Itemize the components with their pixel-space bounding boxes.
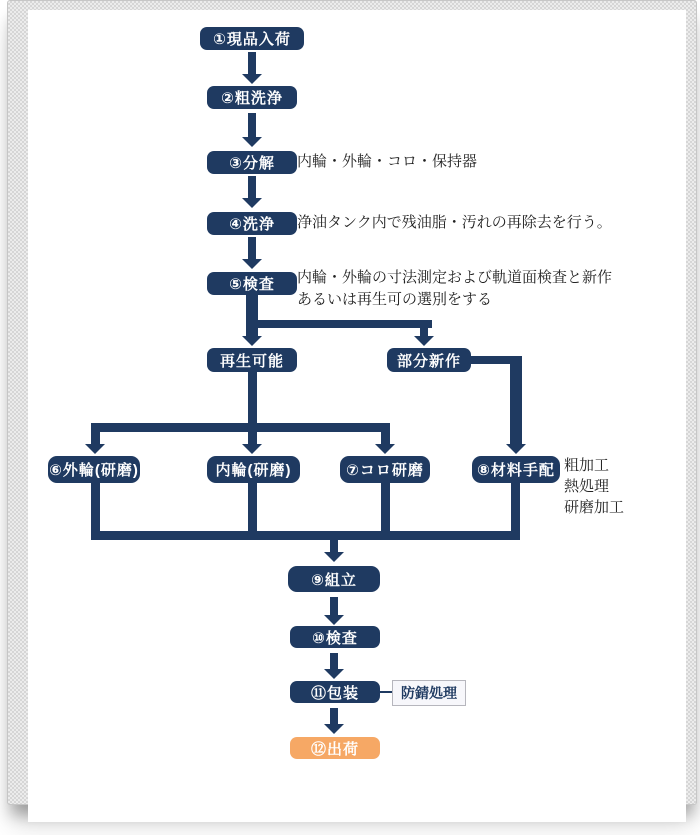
node-step6-outer-ring-grind: ⑥外輪(研磨) — [48, 456, 140, 483]
node-inner-ring-grind: 内輪(研磨) — [207, 456, 300, 483]
node-step10-inspection: ⑩検査 — [290, 626, 380, 648]
branch-horizontal-bar — [246, 320, 432, 328]
arrow-to-regenerable-head — [242, 336, 262, 346]
arrow-step4-step5-stem — [248, 237, 256, 261]
node-step3-disassembly: ③分解 — [207, 151, 297, 174]
arrow-step10-step11-head — [324, 669, 344, 679]
branch-main-stem — [246, 295, 258, 336]
node-step2-rough-wash: ②粗洗浄 — [207, 86, 297, 109]
arrow-step11-step12-head — [324, 724, 344, 734]
merge-innerring-stem — [248, 483, 257, 531]
arrow-step9-step10-head — [324, 615, 344, 625]
drop-innerring-stem — [248, 432, 257, 444]
regenerable-feeder-stem — [248, 372, 257, 423]
merge-step6-stem — [91, 483, 100, 531]
arrow-step3-step4-head — [242, 198, 262, 208]
drop-step8-head — [506, 444, 526, 454]
drop-step6-stem — [91, 432, 100, 444]
drop-step7-stem — [381, 432, 390, 444]
arrow-to-step9-stem — [330, 540, 338, 552]
note-rust-prevention: 防錆処理 — [392, 680, 466, 706]
arrow-step2-step3-stem — [248, 113, 256, 139]
annotation-step5-line2: あるいは再生可の選別をする — [297, 291, 493, 308]
merge-step7-stem — [381, 483, 390, 531]
node-step12-shipment: ⑫出荷 — [290, 737, 380, 759]
annotation-step3: 内輪・外輪・コロ・保持器 — [297, 153, 478, 170]
annotation-step8-line3: 研磨加工 — [564, 499, 625, 516]
arrow-step2-step3-head — [242, 137, 262, 147]
drop-step7-head — [375, 444, 395, 454]
arrow-step1-step2-head — [242, 74, 262, 84]
annotation-step8-line2: 熱処理 — [564, 478, 610, 495]
annotation-step8 — [564, 455, 624, 518]
merge-bar — [91, 531, 520, 540]
arrow-step9-step10-stem — [330, 597, 338, 617]
arrow-to-step9-head — [324, 552, 344, 562]
distribution-bar — [91, 423, 390, 432]
node-branch-regenerable: 再生可能 — [207, 348, 297, 372]
drop-step6-head — [85, 444, 105, 454]
arrow-step3-step4-stem — [248, 176, 256, 200]
annotation-step4: 浄油タンク内で残油脂・汚れの再除去を行う。 — [297, 214, 612, 231]
arrow-step1-step2-stem — [248, 52, 256, 76]
note-connector-line — [380, 691, 392, 693]
node-branch-partial-new: 部分新作 — [387, 348, 471, 372]
annotation-step8-line1: 粗加工 — [564, 457, 610, 474]
annotation-step5-line1: 内輪・外輪の寸法測定および軌道面検査と新作 — [297, 269, 613, 286]
arrow-to-partialnew-head — [414, 336, 434, 346]
node-step1-arrival: ①現品入荷 — [200, 27, 304, 50]
drop-innerring-head — [242, 444, 262, 454]
node-step4-wash: ④洗浄 — [207, 212, 297, 235]
partialnew-elbow-vertical — [510, 356, 522, 444]
merge-step8-stem — [511, 483, 520, 531]
node-step9-assembly: ⑨組立 — [288, 566, 380, 592]
node-step7-roller-grind: ⑦コロ研磨 — [340, 456, 430, 483]
node-step11-packaging: ⑪包装 — [290, 681, 380, 703]
arrow-step4-step5-head — [242, 259, 262, 269]
node-step5-inspection: ⑤検査 — [207, 272, 297, 295]
annotation-step5 — [297, 267, 612, 311]
node-step8-material-procurement: ⑧材料手配 — [472, 456, 560, 483]
